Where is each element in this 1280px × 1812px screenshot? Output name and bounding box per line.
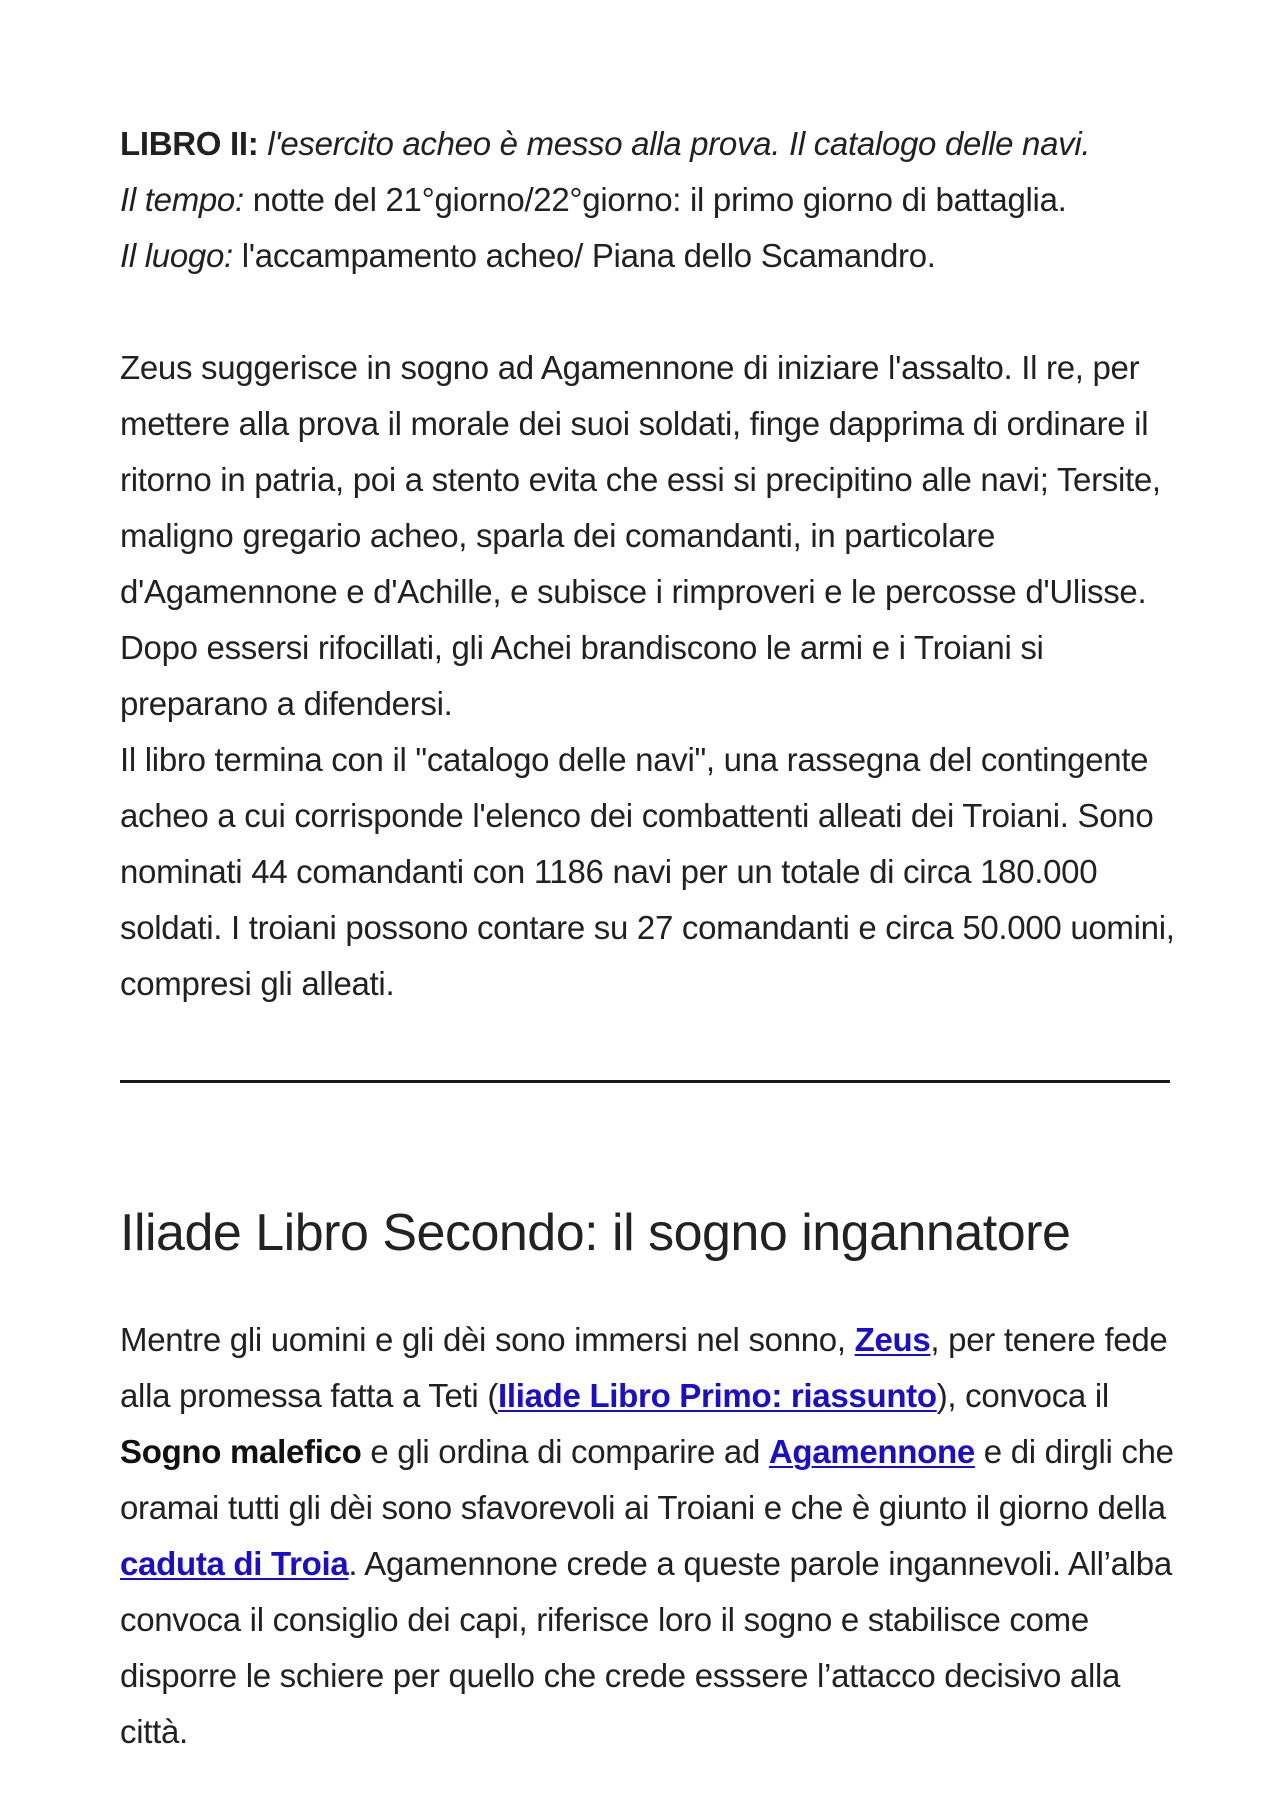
zeus-link[interactable]: Zeus (854, 1321, 931, 1358)
section-heading: Iliade Libro Secondo: il sogno ingannatore (120, 1204, 1071, 1262)
book-meta (120, 116, 1180, 284)
place-label: Il luogo: (120, 237, 233, 274)
summary-paragraph-2: Il libro termina con il "catalogo delle navi", una rassegna del contingente acheo a cui corrisponde l'elenco dei combattenti alleati dei Troiani. Sono nominati 44 comandanti con 1186 navi per un totale di circa 180.000 soldati. I troiani possono contare su 27 comandanti e circa 50.000 uomini, compresi gli alleati. (120, 741, 1175, 1002)
book-title-line (120, 116, 1180, 172)
libro-primo-link[interactable]: Iliade Libro Primo: riassunto (498, 1377, 937, 1414)
agamennone-link[interactable]: Agamennone (768, 1433, 975, 1470)
sogno-malefico-bold: Sogno malefico (120, 1433, 362, 1470)
section-text-4: e gli ordina di comparire ad (361, 1433, 769, 1470)
book-label: LIBRO II: (120, 125, 259, 162)
place-line (120, 228, 1180, 284)
section-text-5: e di dirgli che oramai tutti gli dèi sono sfavorevoli ai Troiani e che è giunto il giorno della (120, 1433, 1174, 1526)
section-divider (120, 1080, 1170, 1083)
section-text-1: Mentre gli uomini e gli dèi sono immersi nel sonno, (120, 1321, 855, 1358)
section-paragraph (120, 1312, 1180, 1760)
caduta-troia-link[interactable]: caduta di Troia (120, 1545, 349, 1582)
section-text-2: , per tenere fede alla promessa fatta a Teti ( (120, 1321, 1168, 1414)
book-summary (120, 340, 1180, 1012)
summary-paragraph-1: Zeus suggerisce in sogno ad Agamennone di iniziare l'assalto. Il re, per mettere alla prova il morale dei suoi soldati, finge dapprima di ordinare il ritorno in patria, poi a stento evita che essi si precipitino alle navi; Tersite, maligno gregario acheo, sparla dei comandanti, in particolare d'Agamennone e d'Achille, e subisce i rimproveri e le percosse d'Ulisse. Dopo essersi rifocillati, gli Achei brandiscono le armi e i Troiani si preparano a difendersi. (120, 349, 1161, 722)
book-subtitle: l'esercito acheo è messo alla prova. Il catalogo delle navi. (267, 125, 1091, 162)
section-text-6: . Agamennone crede a queste parole ingannevoli. All’alba convoca il consiglio dei capi, riferisce loro il sogno e stabilisce come disporre le schiere per quello che crede esssere l’attacco decisivo alla città. (120, 1545, 1172, 1750)
time-label: Il tempo: (120, 181, 244, 218)
time-line (120, 172, 1180, 228)
section-text-3: ), convoca il (936, 1377, 1109, 1414)
time-value: notte del 21°giorno/22°giorno: il primo giorno di battaglia. (252, 181, 1067, 218)
place-value: l'accampamento acheo/ Piana dello Scamandro. (241, 237, 936, 274)
